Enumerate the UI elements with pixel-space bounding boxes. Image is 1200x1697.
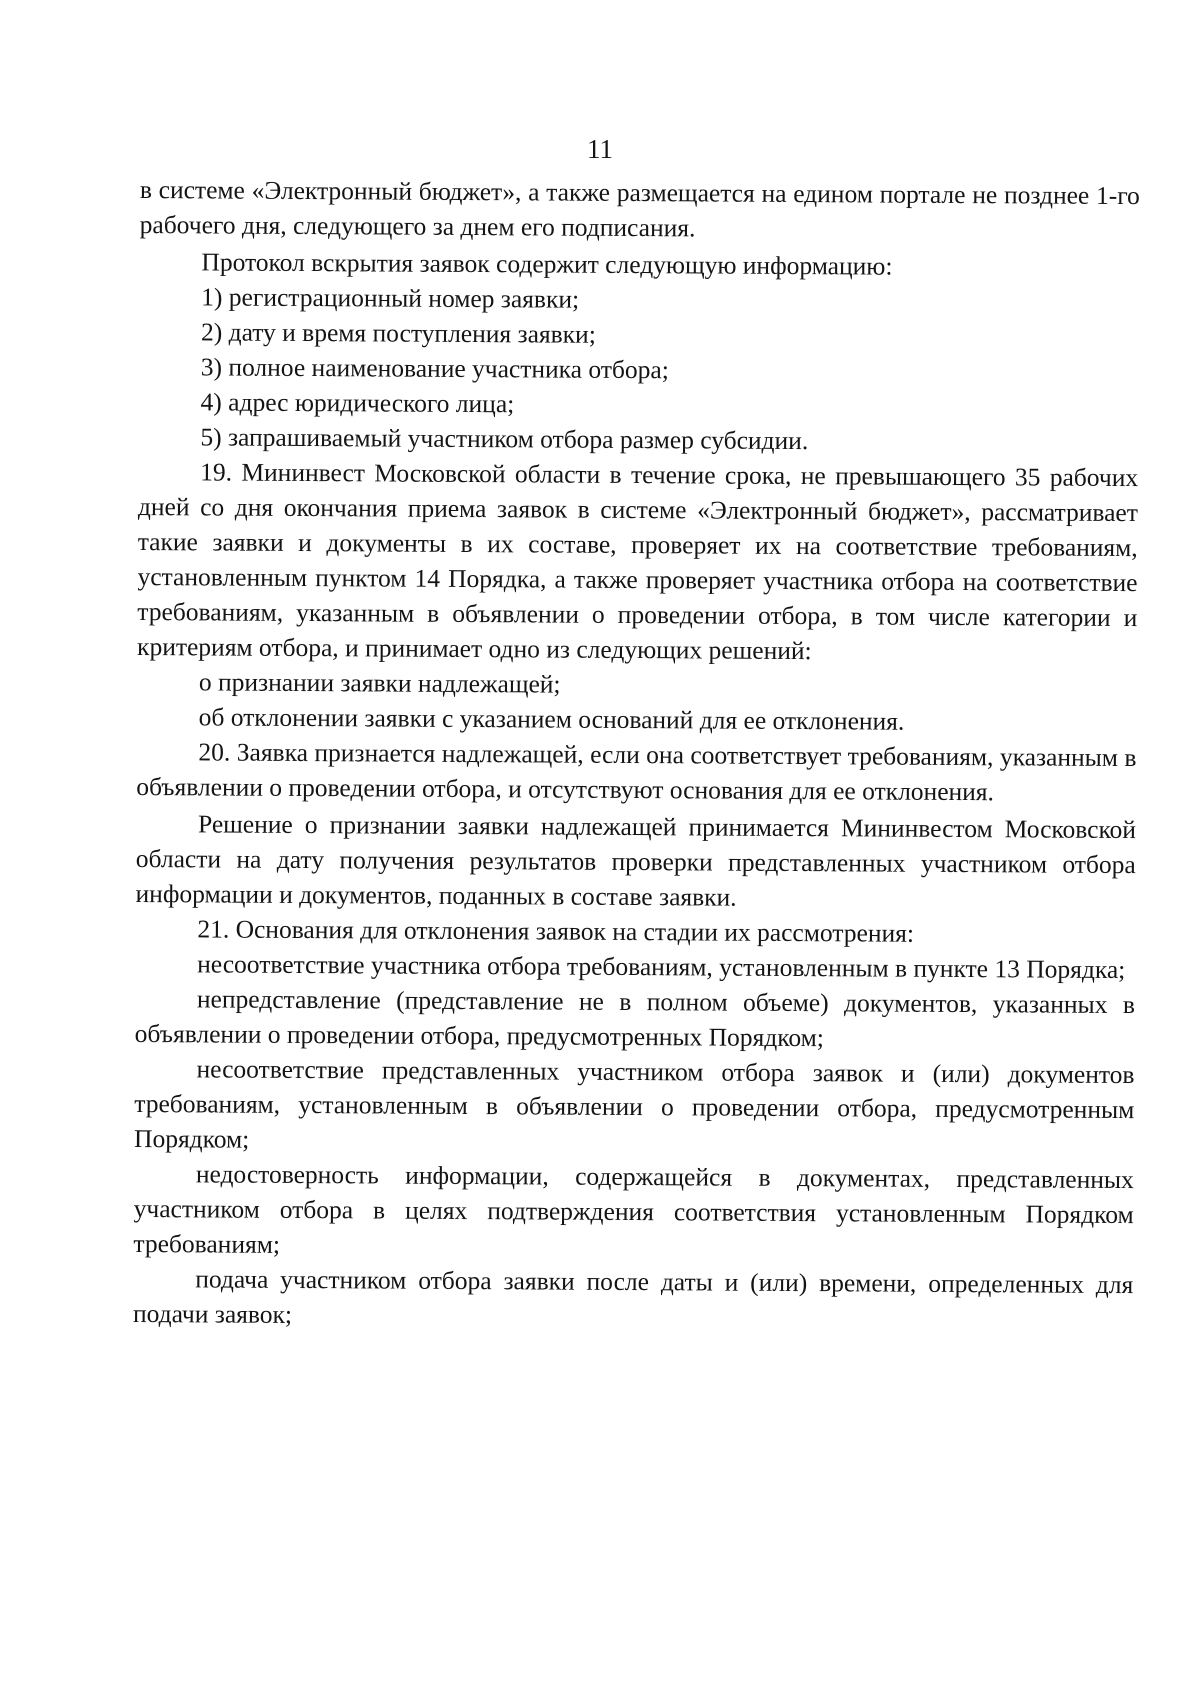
paragraph-protocol-intro: Протокол вскрытия заявок содержит следующую информацию:: [201, 247, 893, 281]
document-body: [133, 172, 1140, 1337]
page-number: 11: [587, 134, 613, 164]
paragraph-continuation: в системе «Электронный бюджет», а также размещается на едином портале не позднее 1-го рабочего дня, следующего за днем его подписания.: [139, 174, 1140, 243]
paragraph-21: 21. Основания для отклонения заявок на стадии их рассмотрения:: [197, 914, 915, 948]
rejection-ground-3: несоответствие представленных участником отбора заявок и (или) документов требованиям, установленным в объявлении о проведении отбора, предусмотренным Порядком;: [134, 1054, 1135, 1154]
list-item-3: 3) полное наименование участника отбора;: [200, 352, 669, 385]
list-item-4: 4) адрес юридического лица;: [200, 387, 515, 419]
rejection-ground-1: несоответствие участника отбора требованиям, установленным в пункте 13 Порядка;: [197, 949, 1126, 985]
list-item-5: 5) запрашиваемый участником отбора размер субсидии.: [200, 422, 809, 456]
rejection-ground-2: непредставление (представление не в полном объеме) документов, указанных в объявлении о проведении отбора, предусмотренных Порядком;: [134, 984, 1136, 1053]
rejection-ground-5: подача участником отбора заявки после даты и (или) времени, определенных для подачи заявок;: [132, 1264, 1134, 1329]
paragraph-19: 19. Мининвест Московской области в течение срока, не превышающего 35 рабочих дней со дня окончания приема заявок в системе «Электронный бюджет», рассматривает такие заявки и документы в их составе, проверяет их на соответствие требованиям, установленным пунктом 14 Порядка, а также проверяет участника отбора на соответствие требованиям, указанным в объявлении о проведении отбора, в том числе категории и критериям отбора, и принимает одно из следующих решений:: [137, 457, 1139, 666]
list-item-1: 1) регистрационный номер заявки;: [201, 282, 580, 314]
decision-option-proper: о признании заявки надлежащей;: [198, 667, 561, 699]
paragraph-20: 20. Заявка признается надлежащей, если она соответствует требованиям, указанным в объявлении о проведении отбора, и отсутствуют основания для ее отклонения.: [136, 737, 1137, 807]
rejection-ground-4: недостоверность информации, содержащейся в документах, представленных участником отбора в целях подтверждения соответствия установленным Порядком требованиям;: [133, 1159, 1134, 1259]
list-item-2: 2) дату и время поступления заявки;: [200, 317, 596, 349]
decision-option-reject: об отклонении заявки с указанием оснований для ее отклонения.: [198, 702, 905, 736]
paragraph-decision: Решение о признании заявки надлежащей принимается Мининвестом Московской области на дату получения результатов проверки представленных участником отбора информации и документов, поданных в составе заявки.: [135, 809, 1137, 912]
